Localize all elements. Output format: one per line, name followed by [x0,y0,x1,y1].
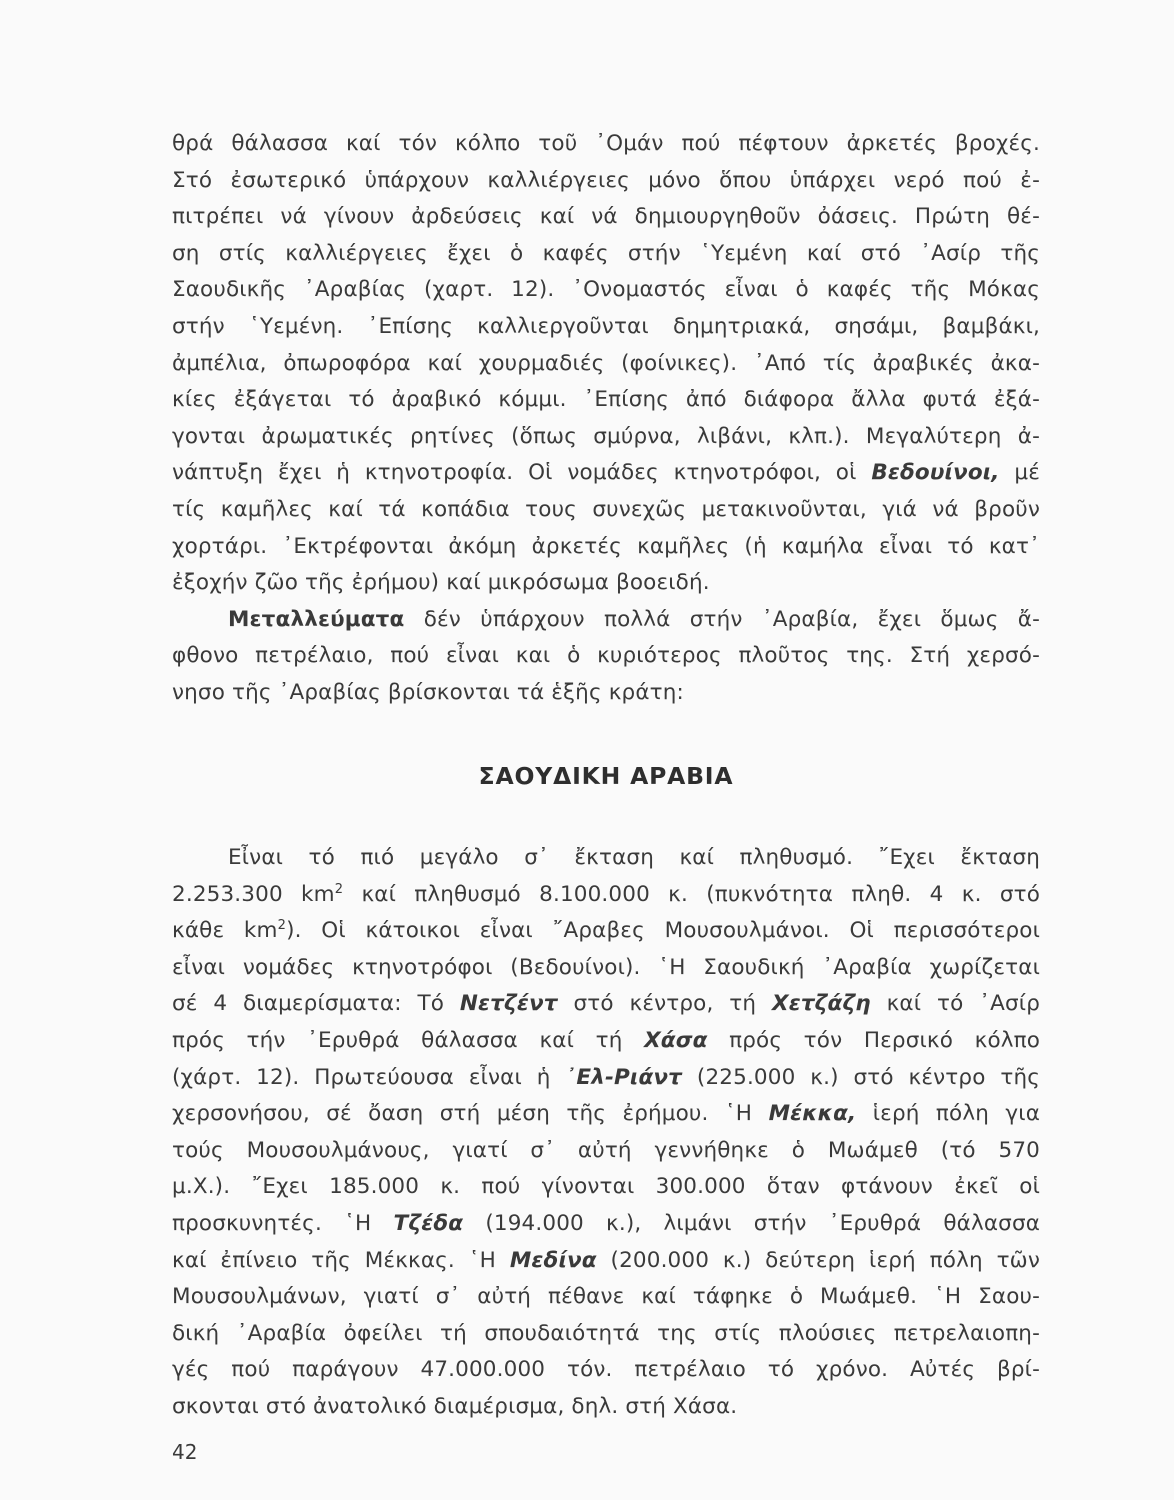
place-name: Μεδίνα [509,1247,597,1273]
text-line: τίς καμῆλες καί τά κοπάδια τους συνεχῶς μετακινοῦνται, γιά νά βροῦν [172,496,1040,522]
text-line [172,1060,1040,1097]
place-name: Μέκκα, [768,1101,857,1127]
text-line [172,1023,1040,1060]
bedouins-term: Βεδουίνοι, [871,460,1000,486]
text-line: πιτρέπει νά γίνουν ἀρδεύσεις καί νά δημιουργηθοῦν ὀάσεις. Πρώτη θέ- [172,204,1040,230]
place-name: Τζέδα [393,1210,464,1236]
text-line: δική ᾿Αραβία ὀφείλει τή σπουδαιότητά της στίς πλούσιες πετρελαιοπη- [172,1320,1040,1346]
text-segment: 2.253.300 km [172,881,335,907]
text-segment: μέ [1014,460,1040,486]
text-line: θρά θάλασσα καί τόν κόλπο τοῦ ᾿Ομάν πού πέφτουν ἀρκετές βροχές. [172,131,1040,156]
superscript: 2 [334,881,344,897]
text-line [172,913,1040,950]
page-number: 42 [172,1440,198,1464]
text-line [172,877,1040,914]
text-line: ἐξοχήν ζῶο τῆς ἐρήμου) καί μικρόσωμα βοοειδή. [172,570,710,596]
text-line: Μουσουλμάνων, γιατί σ᾿ αὐτή πέθανε καί τάφηκε ὁ Μωάμεθ. ῾Η Σαου- [172,1284,1040,1310]
text-segment: καί πληθυσμό 8.100.000 κ. (πυκνότητα πληθ. 4 κ. στό [361,881,1041,907]
text-segment: πρός τήν ᾿Ερυθρά θάλασσα καί τή [172,1027,623,1053]
text-segment: καί τό ᾿Ασίρ [886,991,1040,1017]
text-segment: χερσονήσου, σέ ὄαση στή μέση τῆς ἐρήμου. ῾Η [172,1101,753,1127]
intro-paragraphs [172,126,1040,712]
text-line [172,455,1040,492]
text-line [172,602,1040,639]
text-line [172,1096,1040,1133]
place-name: Χετζάζη [771,991,871,1017]
text-line [172,986,1040,1023]
text-segment: (225.000 κ.) στό κέντρο τῆς [696,1064,1041,1090]
text-line: Στό ἐσωτερικό ὑπάρχουν καλλιέργειες μόνο ὅπου ὑπάρχει νερό πού ἐ- [172,167,1040,193]
text-segment: προσκυνητές. ῾Η [172,1210,372,1236]
text-segment: καί ἐπίνειο τῆς Μέκκας. ῾Η [172,1247,496,1273]
text-line: γονται ἀρωματικές ρητίνες (ὅπως σμύρνα, λιβάνι, κλπ.). Μεγαλύτερη ἀ- [172,423,1040,449]
text-line: μ.Χ.). ῎Εχει 185.000 κ. πού γίνονται 300.000 ὅταν φτάνουν ἐκεῖ οἱ [172,1174,1040,1200]
text-segment: κάθε km [172,918,278,944]
text-line: γές πού παράγουν 47.000.000 τόν. πετρέλαιο τό χρόνο. Αὐτές βρί- [172,1357,1040,1383]
place-name: Χάσα [644,1027,708,1053]
text-line [172,1206,1040,1243]
superscript: 2 [277,918,287,934]
text-line: Εἶναι τό πιό μεγάλο σ᾿ ἔκταση καί πληθυσμό. ῎Εχει ἔκταση [228,845,1040,870]
text-line: στήν ῾Υεμένη. ᾿Επίσης καλλιεργοῦνται δημητριακά, σησάμι, βαμβάκι, [172,313,1040,339]
text-segment: (200.000 κ.) δεύτερη ἱερή πόλη τῶν [610,1247,1040,1273]
text-segment: νάπτυξη ἔχει ἡ κτηνοτροφία. Οἱ νομάδες κτηνοτρόφοι, οἱ [172,460,857,486]
text-segment: δέν ὑπάρχουν πολλά στήν ᾿Αραβία, ἔχει ὅμως ἄ- [423,606,1040,632]
text-segment: (χάρτ. 12). Πρωτεύουσα εἶναι ἡ [172,1064,551,1090]
text-line: ση στίς καλλιέργειες ἔχει ὁ καφές στήν ῾Υεμένη καί στό ᾿Ασίρ τῆς [172,240,1040,266]
text-line: φθονο πετρέλαιο, πού εἶναι και ὁ κυριότερος πλοῦτος της. Στή χερσό- [172,643,1040,669]
text-line: εἶναι νομάδες κτηνοτρόφοι (Βεδουίνοι). ῾Η Σαουδική ᾿Αραβία χωρίζεται [172,954,1040,980]
text-segment: πρός τόν Περσικό κόλπο [729,1027,1041,1053]
text-segment: ). Οἱ κάτοικοι εἶναι ῎Αραβες Μουσουλμάνοι. Οἱ περισσότεροι [286,918,1040,944]
saudi-arabia-paragraph [172,840,1040,1426]
place-name: ᾿Ελ-Ριάντ [565,1064,683,1090]
text-line: κίες ἐξάγεται τό ἀραβικό κόμμι. ᾿Επίσης ἀπό διάφορα ἄλλα φυτά ἐξά- [172,387,1040,413]
text-segment: ἱερή πόλη για [872,1101,1041,1127]
text-line: τούς Μουσουλμάνους, γιατί σ᾿ αὐτή γεννήθηκε ὁ Μωάμεθ (τό 570 [172,1137,1040,1163]
text-segment: στό κέντρο, τή [573,991,757,1017]
text-line: Σαουδικῆς ᾿Αραβίας (χαρτ. 12). ᾿Ονομαστός εἶναι ὁ καφές τῆς Μόκας [172,277,1040,303]
text-line: σκονται στό ἀνατολικό διαμέρισμα, δηλ. στή Χάσα. [172,1393,738,1419]
text-segment: σέ 4 διαμερίσματα: Τό [172,991,445,1017]
section-heading: ΣΑΟΥΔΙΚΗ ΑΡΑΒΙΑ [478,762,734,790]
text-line: νησο τῆς ᾿Αραβίας βρίσκονται τά ἑξῆς κράτη: [172,679,684,705]
text-line: χορτάρι. ᾿Εκτρέφονται ἀκόμη ἀρκετές καμῆλες (ἡ καμήλα εἶναι τό κατ᾿ [172,533,1040,559]
place-name: Νετζέντ [459,991,558,1017]
text-segment: (194.000 κ.), λιμάνι στήν ᾿Ερυθρά θάλασσα [485,1210,1041,1236]
text-line: ἀμπέλια, ὀπωροφόρα καί χουρμαδιές (φοίνικες). ᾿Από τίς ἀραβικές ἀκα- [172,350,1040,376]
minerals-term: Μεταλλεύματα [228,606,405,632]
text-line [172,1243,1040,1280]
